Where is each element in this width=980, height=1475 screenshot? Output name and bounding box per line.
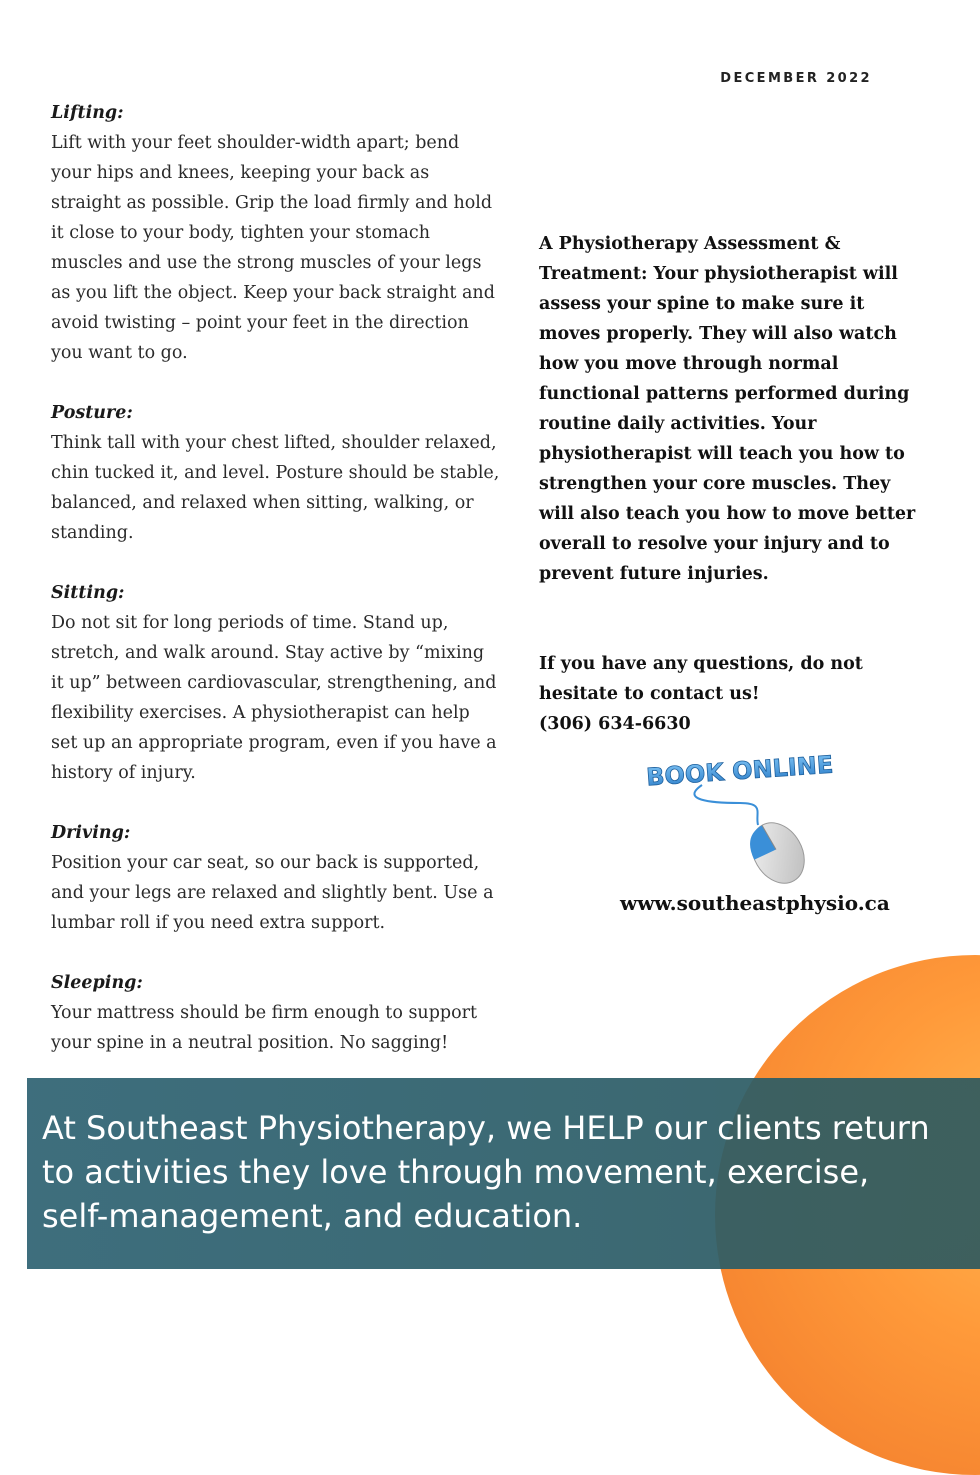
mission-statement: At Southeast Physiotherapy, we HELP our clients return to activities they love through movement, exercise, self-management, and education.	[42, 1109, 930, 1235]
section-title: Driving:	[51, 823, 131, 843]
assessment-column	[539, 229, 929, 739]
section-driving	[51, 818, 501, 938]
tips-column	[51, 98, 501, 1088]
section-lifting	[51, 98, 501, 368]
book-online-label: BOOK ONLINE	[645, 750, 835, 792]
book-online-button[interactable]	[640, 745, 840, 885]
section-text: Your mattress should be firm enough to support your spine in a neutral position. No sagging!	[51, 1003, 478, 1053]
newsletter-date: DECEMBER 2022	[720, 71, 872, 86]
section-sitting	[51, 578, 501, 788]
section-title: Sitting:	[51, 583, 125, 603]
section-text: Think tall with your chest lifted, shoulder relaxed, chin tucked it, and level. Posture should be stable, balanced, and relaxed when sitting, walking, or standing.	[51, 433, 500, 543]
contact-text: If you have any questions, do not hesitate to contact us!	[539, 654, 863, 704]
phone-number[interactable]: (306) 634-6630	[539, 714, 691, 734]
assessment-text: A Physiotherapy Assessment & Treatment: Your physiotherapist will assess your spine to make sure it moves properly. They will also watch how you move through normal functional patterns performed during routine daily activities. Your physiotherapist will teach you how to strengthen your core muscles. They will also teach you how to move better overall to resolve your injury and to prevent future injuries.	[539, 234, 916, 584]
section-title: Posture:	[51, 403, 133, 423]
section-posture	[51, 398, 501, 548]
book-online-mouse-icon	[640, 745, 840, 885]
website-link[interactable]: www.southeastphysio.ca	[620, 891, 890, 915]
section-title: Sleeping:	[51, 973, 143, 993]
section-title: Lifting:	[51, 103, 124, 123]
section-sleeping	[51, 968, 501, 1058]
section-text: Position your car seat, so our back is supported, and your legs are relaxed and slightly bent. Use a lumbar roll if you need extra support.	[51, 853, 494, 933]
section-text: Lift with your feet shoulder-width apart; bend your hips and knees, keeping your back as straight as possible. Grip the load firmly and hold it close to your body, tighten your stomach muscles and use the strong muscles of your legs as you lift the object. Keep your back straight and avoid twisting – point your feet in the direction you want to go.	[51, 133, 495, 363]
section-text: Do not sit for long periods of time. Stand up, stretch, and walk around. Stay active by “mixing it up” between cardiovascular, strengthening, and flexibility exercises. A physiotherapist can help set up an appropriate program, even if you have a history of injury.	[51, 613, 497, 783]
